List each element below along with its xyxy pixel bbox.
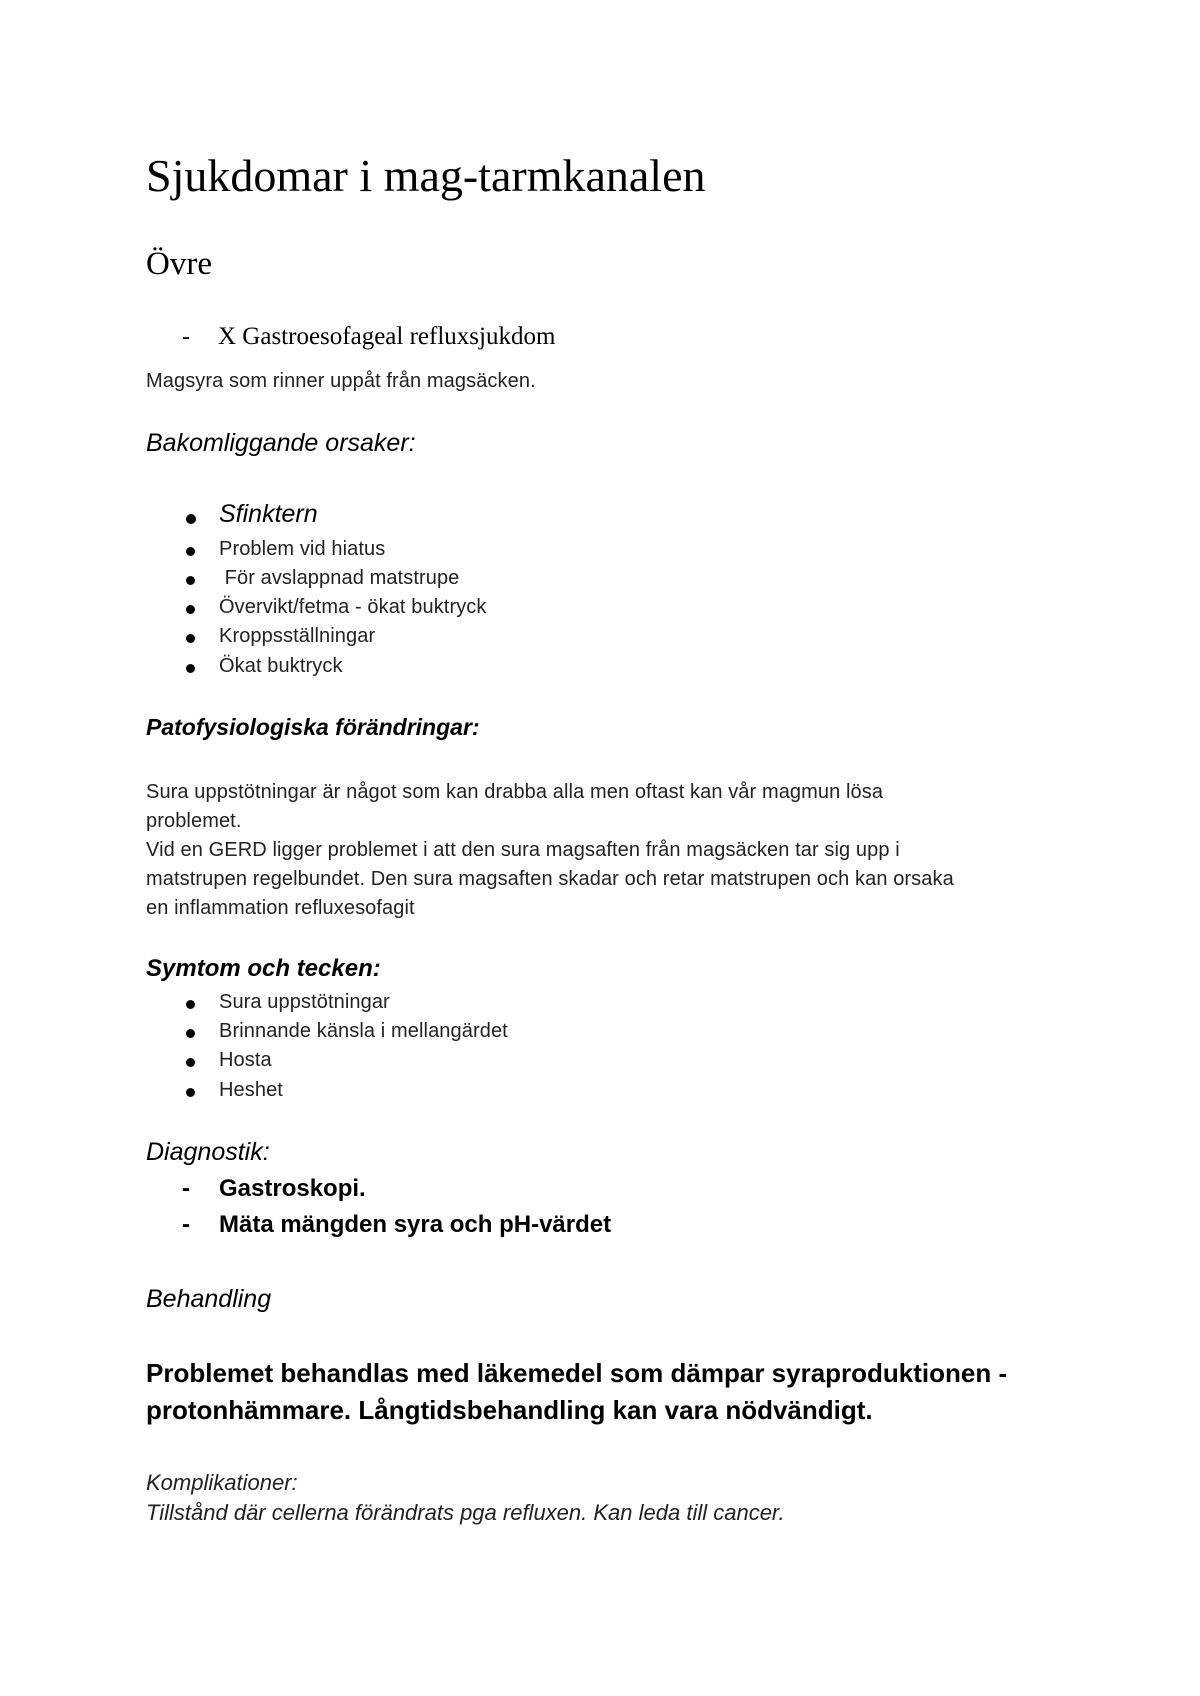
causes-heading: Bakomliggande orsaker: [146, 429, 416, 457]
paragraph-line: Problemet behandlas med läkemedel som dämpar syraproduktionen - [146, 1358, 1008, 1388]
list-item: Sura uppstötningar [219, 991, 390, 1013]
list-item: Sfinktern [219, 500, 318, 528]
list-item: Hosta [219, 1049, 272, 1071]
list-item: Brinnande känsla i mellangärdet [219, 1020, 508, 1042]
bullet-icon [186, 514, 196, 524]
list-item: Heshet [219, 1079, 283, 1101]
list-item: Mäta mängden syra och pH-värdet [219, 1211, 612, 1238]
bullet-icon [186, 605, 195, 614]
patho-heading: Patofysiologiska förändringar: [146, 714, 480, 740]
paragraph-line: problemet. [146, 810, 242, 832]
paragraph-line: matstrupen regelbundet. Den sura magsaften skadar och retar matstrupen och kan orsaka [146, 868, 954, 890]
paragraph-line: Vid en GERD ligger problemet i att den sura magsaften från magsäcken tar sig upp i [146, 839, 900, 861]
bullet-icon [186, 576, 195, 585]
bullet-icon [186, 664, 195, 673]
page-title: Sjukdomar i mag-tarmkanalen [146, 150, 706, 201]
bullet-icon [186, 1088, 195, 1097]
paragraph-line: Sura uppstötningar är något som kan drabba alla men oftast kan vår magmun lösa [146, 781, 884, 803]
topic-label: X Gastroesofageal refluxsjukdom [218, 323, 556, 350]
bullet-icon [186, 1058, 195, 1067]
list-item: Ökat buktryck [219, 655, 343, 677]
list-item: Problem vid hiatus [219, 538, 386, 560]
complications-heading: Komplikationer: [146, 1470, 298, 1495]
list-dash: - [182, 1175, 190, 1202]
bullet-icon [186, 1000, 195, 1009]
topic-dash: - [182, 324, 190, 350]
list-item: För avslappnad matstrupe [219, 567, 460, 589]
bullet-icon [186, 547, 195, 556]
diagnostics-heading: Diagnostik: [146, 1138, 270, 1166]
section-heading: Övre [146, 246, 212, 282]
list-item: Gastroskopi. [219, 1175, 366, 1202]
list-item: Kroppsställningar [219, 625, 376, 647]
treatment-heading: Behandling [146, 1285, 272, 1313]
list-dash: - [182, 1211, 190, 1238]
patho-paragraph [146, 778, 1046, 923]
symptoms-heading: Symtom och tecken: [146, 955, 381, 982]
complications-text: Tillstånd där cellerna förändrats pga refluxen. Kan leda till cancer. [146, 1500, 785, 1525]
list-item: Övervikt/fetma - ökat buktryck [219, 596, 487, 618]
treatment-paragraph [146, 1355, 1046, 1429]
paragraph-line: en inflammation refluxesofagit [146, 897, 415, 919]
bullet-icon [186, 634, 195, 643]
paragraph-line: protonhämmare. Långtidsbehandling kan vara nödvändigt. [146, 1395, 873, 1425]
bullet-icon [186, 1029, 195, 1038]
intro-text: Magsyra som rinner uppåt från magsäcken. [146, 370, 536, 392]
